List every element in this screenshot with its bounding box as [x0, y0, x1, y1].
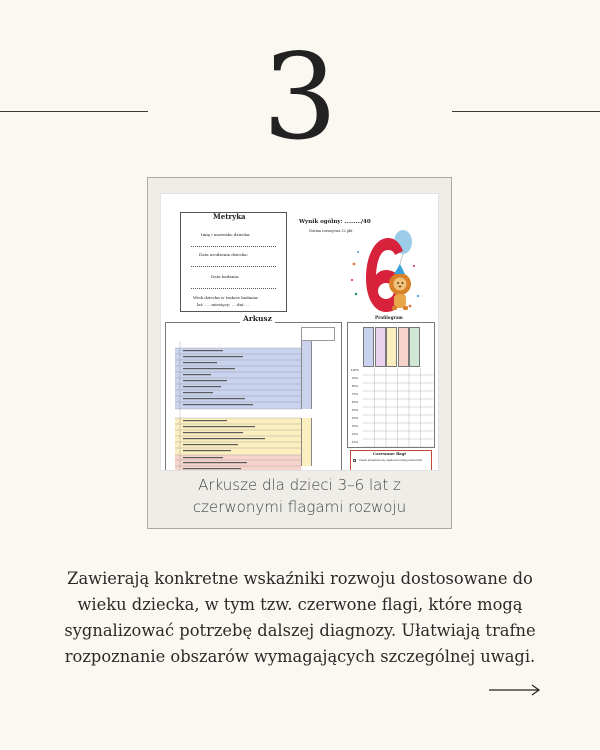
- profilogram-header: [363, 327, 421, 367]
- row-lines: [175, 341, 301, 470]
- name-label: Imię i nazwisko dziecka:: [201, 232, 251, 237]
- profilogram-grid: [363, 368, 435, 448]
- description-line-1: Zawierają konkretne wskaźniki rozwoju dostosowane do: [67, 569, 533, 588]
- divider-left: [0, 111, 148, 112]
- card-caption: [148, 474, 451, 518]
- divider-right: [452, 111, 600, 112]
- description-line-2: wieku dziecka, w tym tzw. czerwone flagi, które mogą: [77, 595, 523, 614]
- arrow-right-icon[interactable]: [489, 683, 541, 697]
- age-badge-illustration: [348, 224, 436, 320]
- worksheet-preview: Metryka Imię i nazwisko dziecka: Data urodzenia dziecka: Data badania: Wiek dziecka w trakcie badania: lat: …. miesięcy: … dni: … Wynik ogólny: ………/40 Norma rozwojowa 32 pkt Arkusz Profilogram 100% 90% 80% 70% 60% 50% 40% 30% 20% 10% Czerwone flagi Często przewraca się, upada na równej powierzchni: [161, 194, 438, 470]
- birth-label: Data urodzenia dziecka:: [199, 252, 249, 257]
- arkusz-title: Arkusz: [240, 314, 275, 323]
- metryka-title: Metryka: [213, 212, 246, 221]
- profile-title: Profilogram: [375, 315, 403, 320]
- red-flags-item: Często przewraca się, upada na równej powierzchni: [359, 459, 423, 462]
- red-flags-checkbox: [353, 459, 356, 462]
- age-label: Wiek dziecka w trakcie badania:: [193, 295, 259, 300]
- exam-label: Data badania:: [211, 274, 240, 279]
- description-line-3: sygnalizować potrzebę dalszej diagnozy. Ułatwiają trafne: [64, 621, 536, 640]
- preview-card: [147, 177, 452, 529]
- score-norm: Norma rozwojowa 32 pkt: [309, 229, 353, 233]
- caption-line-1: Arkusze dla dzieci 3–6 lat z: [198, 476, 401, 494]
- red-flags-title: Czerwone flagi: [373, 451, 406, 456]
- caption-line-2: czerwonymi flagami rozwoju: [192, 498, 407, 516]
- description: [40, 566, 560, 670]
- score-title: Wynik ogólny: ………/40: [299, 219, 371, 225]
- description-line-4: rozpoznanie obszarów wymagających szczególnej uwagi.: [64, 647, 536, 666]
- age-format: lat: …. miesięcy: … dni: …: [197, 302, 250, 307]
- slide-number: 3: [262, 28, 338, 166]
